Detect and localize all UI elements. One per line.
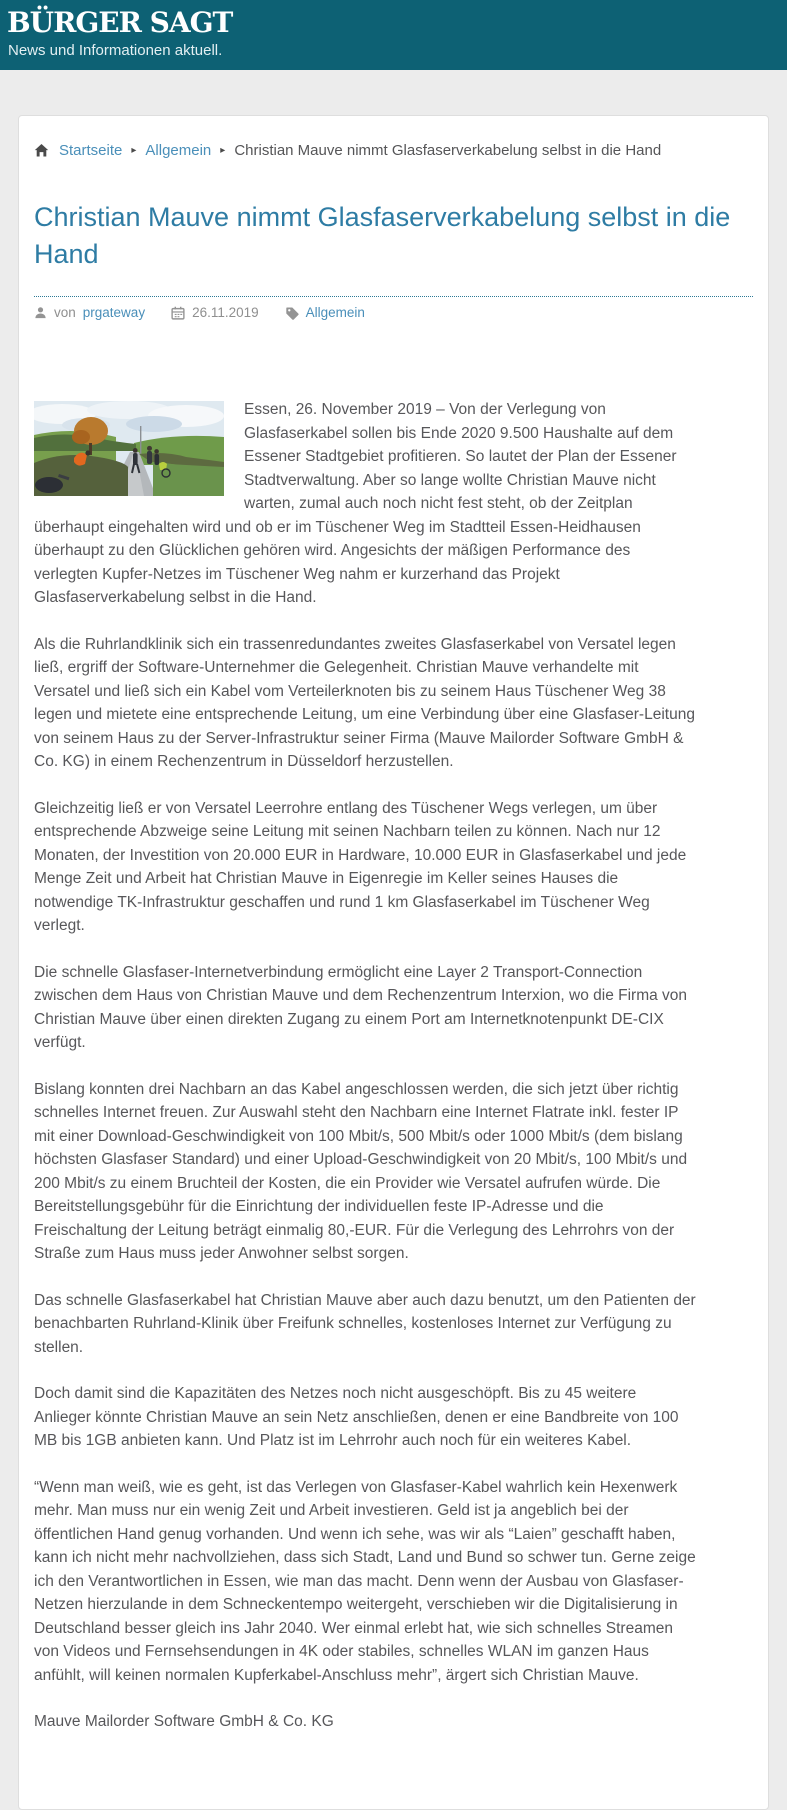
article-paragraph: Essen, 26. November 2019 – Von der Verlegung von Glasfaserkabel sollen bis Ende 2020 9.500 Haushalte auf dem Essener Stadtgebiet profitieren. So lautet der Plan der Essener Stadtverwaltung. Aber so lange wollte Christian Mauve nicht warten, zumal auch noch nicht fest steht, ob der Zeitplan überhaupt eingehalten wird und ob er im Tüschener Weg im Stadtteil Essen-Heidhausen überhaupt zu den Glücklichen gehören wird. Angesichts der mäßigen Performance des verlegten Kupfer-Netzes im Tüschener Weg nahm er kurzerhand das Projekt Glasfaserverkabelung selbst in die Hand. xyxy=(34,401,677,606)
content-card xyxy=(18,115,769,1810)
site-header xyxy=(0,0,787,70)
article-meta xyxy=(34,305,753,320)
meta-author-link[interactable]: prgateway xyxy=(82,305,146,320)
article-photo xyxy=(34,401,224,496)
breadcrumb-home-link[interactable]: Startseite xyxy=(59,142,123,159)
breadcrumb-separator-icon: ▸ xyxy=(131,144,137,156)
meta-category xyxy=(285,305,365,320)
meta-category-link[interactable]: Allgemein xyxy=(305,305,365,320)
article-paragraph: “Wenn man weiß, wie es geht, ist das Verlegen von Glasfaser-Kabel wahrlich kein Hexenwerk mehr. Man muss nur ein wenig Zeit und Arbeit investieren. Geld ist ja angeblich bei der öffentlichen Hand genug vorhanden. Und wenn ich sehe, was wir als “Laien” geschafft haben, kann ich nicht mehr nachvollziehen, dass sich Stadt, Land und Bund so schwer tun. Gerne zeige ich den Verantwortlichen in Essen, wie man das macht. Denn wenn der Ausbau von Glasfaser-Netzen hierzulande in dem Schneckentempo weitergeht, verschieben wir die Digitalisierung in Deutschland besser gleich ins Jahr 2040. Wer einmal erlebt hat, wie sich schnelles Streamen von Videos und Fernsehsendungen in 4K oder stabiles, schnelles WLAN im ganzen Haus anfühlt, will keinen normalen Kupferkabel-Anschluss mehr”, ärgert sich Christian Mauve. xyxy=(34,1478,696,1684)
home-icon[interactable] xyxy=(34,143,49,158)
meta-date-value: 26.11.2019 xyxy=(192,305,259,320)
title-divider xyxy=(34,296,753,297)
article-paragraph: Gleichzeitig ließ er von Versatel Leerrohre entlang des Tüschener Wegs verlegen, um über entsprechende Abzweige seine Leitung mit seinen Nachbarn teilen zu können. Nach nur 12 Monaten, der Investition von 20.000 EUR in Hardware, 10.000 EUR in Glasfaserkabel und jede Menge Zeit und Arbeit hat Christian Mauve in Eigenregie im Keller seines Hauses die notwendige TK-Infrastruktur geschaffen und rund 1 km Glasfaserkabel im Tüschener Weg verlegt. xyxy=(34,799,687,934)
article-paragraph: Als die Ruhrlandklinik sich ein trassenredundantes zweites Glasfaserkabel von Versatel legen ließ, ergriff der Software-Unternehmer die Gelegenheit. Christian Mauve verhandelte mit Versatel und ließ sich ein Kabel vom Verteilerknoten bis zu seinem Haus Tüschener Weg 38 legen und mietete eine entsprechende Leitung, um eine Verbindung über eine Glasfaser-Leitung von seinem Haus zu der Server-Infrastruktur seiner Firma (Mauve Mailorder Software GmbH & Co. KG) in einem Rechenzentrum in Düsseldorf herzustellen. xyxy=(34,635,695,770)
article-paragraph: Bislang konnten drei Nachbarn an das Kabel angeschlossen werden, die sich jetzt über richtig schnelles Internet freuen. Zur Auswahl steht den Nachbarn eine Internet Flatrate inkl. fester IP mit einer Download-Geschwindigkeit von 100 Mbit/s, 500 Mbit/s oder 1000 Mbit/s (dem bislang höchsten Glasfaser Standard) und einer Upload-Geschwindigkeit von 20 Mbit/s, 100 Mbit/s und 200 Mbit/s zu einem Bruchteil der Kosten, die ein Provider wie Versatel aufrufen würde. Die Bereitstellungsgebühr für die Einrichtung der individuellen feste IP-Adresse und die Freischaltung der Leitung beträgt einmalig 80,-EUR. Für die Verlegung des Lehrrohrs von der Straße zum Haus muss jeder Anwohner selbst sorgen. xyxy=(34,1080,688,1262)
breadcrumb xyxy=(34,142,753,159)
article-paragraph: Die schnelle Glasfaser-Internetverbindung ermöglicht eine Layer 2 Transport-Connection zwischen dem Haus von Christian Mauve und dem Rechenzentrum Interxion, wo die Firma von Christian Mauve über einen direkten Zugang zu einem Port am Internetknotenpunkt DE-CIX verfügt. xyxy=(34,963,688,1051)
company-line: Mauve Mailorder Software GmbH & Co. KG xyxy=(34,1713,334,1730)
meta-date xyxy=(171,305,259,320)
article-body xyxy=(34,398,753,1687)
meta-author-prefix: von xyxy=(54,305,76,320)
article-title: Christian Mauve nimmt Glasfaserverkabelung selbst in die Hand xyxy=(34,202,731,269)
calendar-icon xyxy=(171,306,185,320)
site-title: BÜRGER SAGT xyxy=(7,6,233,39)
article-paragraph: Doch damit sind die Kapazitäten des Netzes noch nicht ausgeschöpft. Bis zu 45 weitere Anlieger könnte Christian Mauve an sein Netz anschließen, denen er eine Bandbreite von 100 MB bis 1GB anbieten kann. Und Platz ist im Lehrrohr auch noch für ein weiteres Kabel. xyxy=(34,1385,679,1449)
breadcrumb-current: Christian Mauve nimmt Glasfaserverkabelung selbst in die Hand xyxy=(234,142,662,159)
tags-icon xyxy=(285,306,299,320)
breadcrumb-separator-icon: ▸ xyxy=(220,144,226,156)
breadcrumb-category-link[interactable]: Allgemein xyxy=(145,142,212,159)
article-paragraph: Das schnelle Glasfaserkabel hat Christian Mauve aber auch dazu benutzt, um den Patienten der benachbarten Ruhrland-Klinik über Freifunk schnelles, kostenloses Internet zur Verfügung zu stellen. xyxy=(34,1291,696,1356)
meta-author xyxy=(34,305,145,320)
fiber-work-photo xyxy=(34,401,224,496)
user-icon xyxy=(34,306,47,319)
site-tagline: News und Informationen aktuell. xyxy=(8,42,223,59)
